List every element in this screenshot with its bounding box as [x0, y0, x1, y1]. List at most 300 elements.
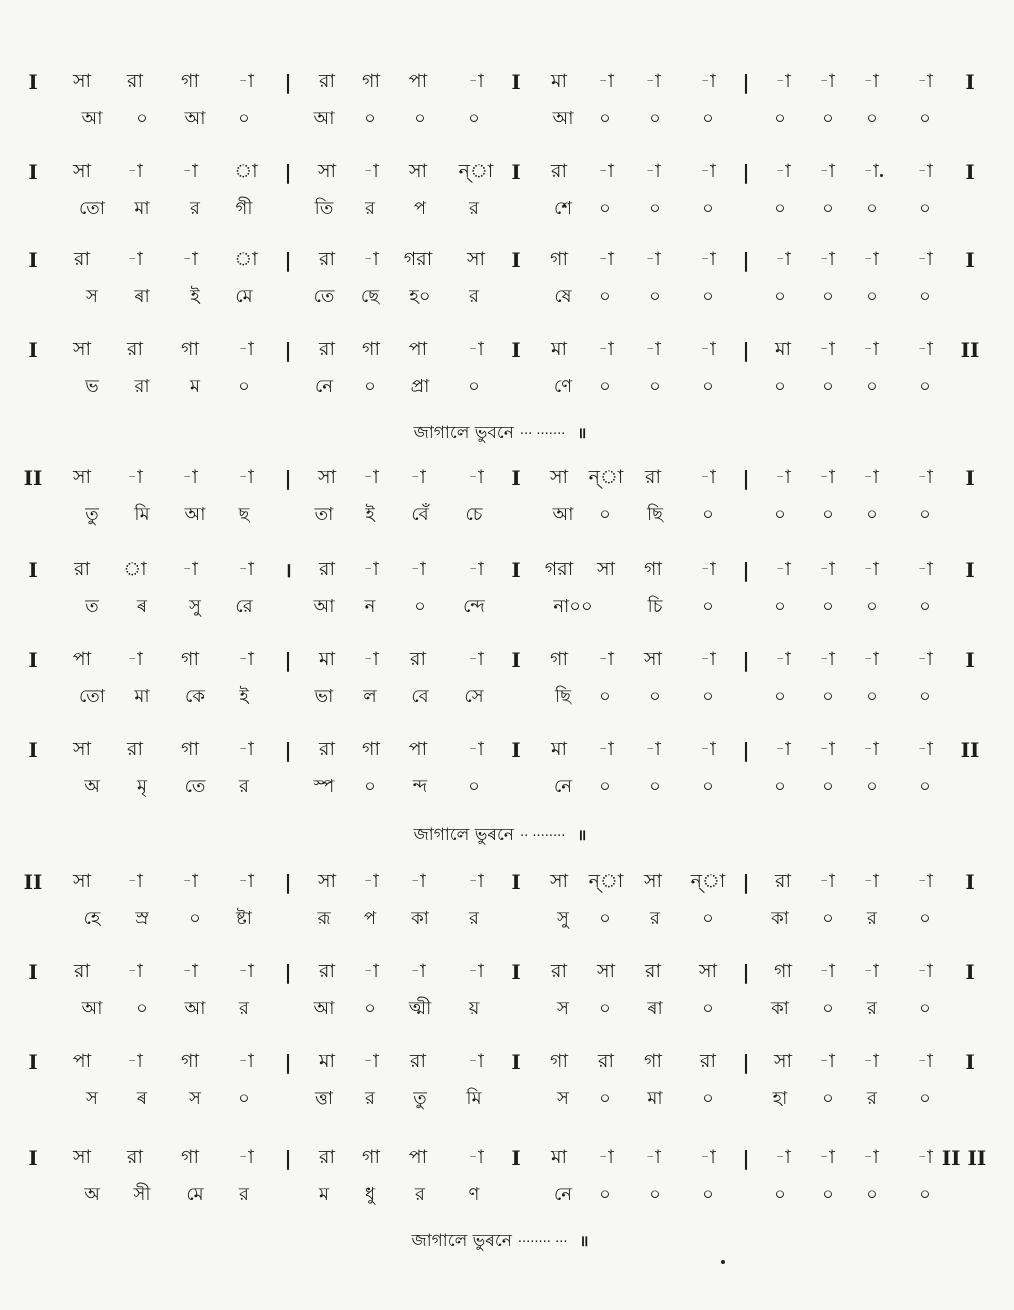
lyric-syllable: ০ — [468, 376, 480, 397]
lyric-syllable: র — [365, 1088, 375, 1109]
swara-note: -া — [819, 338, 835, 360]
swara-note: রা — [127, 338, 143, 360]
lyric-syllable: ০ — [649, 376, 661, 397]
lyric-syllable: তে — [313, 286, 335, 307]
swara-note: সা — [643, 870, 663, 892]
bar-line: | — [284, 466, 292, 490]
swara-note: -া — [917, 1146, 933, 1168]
bar-line: II — [960, 738, 980, 762]
lyric-syllable: ন্দে — [463, 596, 485, 617]
lyric-syllable: ণ — [468, 1184, 480, 1205]
swara-note: রা — [319, 558, 335, 580]
swara-note: পা — [408, 338, 428, 360]
bar-line: | — [742, 960, 750, 984]
lyric-syllable: ০ — [599, 286, 611, 307]
lyric-syllable: ৰা — [134, 286, 150, 307]
swara-note: -া — [182, 466, 198, 488]
lyric-syllable: তা — [314, 504, 334, 525]
swara-note: -া — [819, 466, 835, 488]
bar-line: I — [28, 960, 38, 984]
swara-note: -া — [468, 466, 484, 488]
swara-note: -া — [598, 248, 614, 270]
swara-note: -া — [468, 648, 484, 670]
swara-note: -া — [238, 870, 254, 892]
bar-line: | — [284, 160, 292, 184]
swara-note: সা — [72, 870, 92, 892]
lyric-syllable: র — [469, 908, 479, 929]
refrain-line — [412, 1228, 589, 1256]
lyric-syllable: ০ — [238, 376, 250, 397]
lyric-syllable: ০ — [136, 108, 148, 129]
bar-line: | — [742, 1146, 750, 1170]
lyric-syllable: ০ — [599, 108, 611, 129]
swara-note: সা — [72, 338, 92, 360]
swara-note: -া — [775, 738, 791, 760]
swara-note: -া — [238, 738, 254, 760]
swara-note: ন্া — [588, 870, 624, 892]
swara-note: -া — [819, 870, 835, 892]
swara-note: -া — [700, 338, 716, 360]
swara-note: -া — [863, 960, 879, 982]
swara-note: গা — [362, 338, 380, 360]
swara-note: -া — [645, 160, 661, 182]
lyric-syllable: হে — [83, 908, 101, 929]
lyric-syllable: ০ — [866, 376, 878, 397]
lyric-syllable: ০ — [919, 504, 931, 525]
swara-note: -া — [917, 466, 933, 488]
bar-line: | — [742, 70, 750, 94]
lyric-syllable: ই — [190, 286, 200, 307]
lyric-syllable: ০ — [702, 1184, 714, 1205]
swara-note: রা — [319, 960, 335, 982]
swara-note: -া — [775, 1146, 791, 1168]
lyric-syllable: ০ — [238, 108, 250, 129]
lyric-syllable: ০ — [919, 998, 931, 1019]
swara-note: রা — [127, 70, 143, 92]
bar-line: | — [284, 960, 292, 984]
swara-note: সা — [596, 960, 616, 982]
lyric-syllable: ০ — [649, 1184, 661, 1205]
lyric-syllable: রে — [235, 596, 253, 617]
lyric-syllable: কা — [411, 908, 429, 929]
bar-line: I — [965, 960, 975, 984]
bar-line: I — [28, 558, 38, 582]
swara-note: -া — [410, 466, 426, 488]
lyric-syllable: আ — [81, 998, 103, 1019]
bar-line: । — [284, 558, 292, 582]
swara-note: -া — [410, 960, 426, 982]
swara-note: -া — [645, 738, 661, 760]
bar-line: | — [284, 738, 292, 762]
swara-note: -া — [775, 466, 791, 488]
swara-note: -া — [917, 248, 933, 270]
swara-note: -া — [819, 648, 835, 670]
swara-note: -া — [410, 870, 426, 892]
lyric-syllable: ধু — [364, 1184, 376, 1205]
swara-note: সা — [72, 466, 92, 488]
lyric-syllable: ০ — [702, 776, 714, 797]
lyric-syllable: ০ — [599, 376, 611, 397]
swara-note: -া — [363, 248, 379, 270]
swara-note: -া — [238, 1146, 254, 1168]
lyric-syllable: ছে — [360, 286, 380, 307]
bar-line: | — [742, 738, 750, 762]
lyric-syllable: ০ — [702, 286, 714, 307]
lyric-syllable: ০ — [822, 776, 834, 797]
lyric-syllable: ম — [319, 1184, 329, 1205]
swara-note: সা — [643, 648, 663, 670]
refrain-text: জাগালে ভুবনে — [413, 423, 514, 443]
lyric-syllable: ০ — [919, 108, 931, 129]
swara-note: -া — [819, 558, 835, 580]
lyric-syllable: অ — [84, 1184, 100, 1205]
lyric-syllable: আ — [184, 108, 206, 129]
swara-note: রা — [74, 248, 90, 270]
lyric-syllable: তে — [184, 776, 206, 797]
swara-note: পা — [72, 648, 92, 670]
lyric-syllable: ০ — [822, 686, 834, 707]
lyric-syllable: ০ — [599, 1184, 611, 1205]
swara-note: গা — [362, 738, 380, 760]
bar-line: I — [511, 1050, 521, 1074]
lyric-syllable: ০ — [702, 198, 714, 219]
bar-line: II — [23, 870, 43, 894]
swara-note: -া — [917, 738, 933, 760]
swara-note: গা — [181, 338, 199, 360]
lyric-syllable: আ — [184, 504, 206, 525]
lyric-syllable: র — [190, 198, 200, 219]
lyric-syllable: ০ — [702, 108, 714, 129]
swara-note: -া — [363, 558, 379, 580]
lyric-syllable: শে — [554, 198, 572, 219]
swara-note: রা — [551, 960, 567, 982]
bar-line: | — [742, 1050, 750, 1074]
lyric-syllable: নে — [553, 1184, 573, 1205]
lyric-syllable: ০ — [866, 504, 878, 525]
swara-note: রা — [319, 738, 335, 760]
bar-line: I — [511, 648, 521, 672]
swara-note: রা — [319, 338, 335, 360]
swara-note: গা — [181, 738, 199, 760]
swara-note: ন্া — [458, 160, 494, 182]
swara-note: -া — [238, 558, 254, 580]
swara-note: গরা — [544, 558, 574, 580]
lyric-syllable: সু — [557, 908, 569, 929]
swara-note: -া — [863, 160, 879, 182]
lyric-syllable: মা — [134, 198, 150, 219]
lyric-syllable: ০ — [866, 596, 878, 617]
lyric-syllable: র — [867, 908, 877, 929]
lyric-syllable: বে — [411, 686, 429, 707]
swara-note: -া — [775, 648, 791, 670]
bar-line: | — [742, 558, 750, 582]
swara-note: সা — [773, 1050, 793, 1072]
lyric-syllable: তু — [85, 504, 99, 525]
lyric-syllable: ন — [364, 596, 376, 617]
refrain-end-mark: ॥ — [577, 826, 587, 844]
swara-note: রা — [700, 1050, 716, 1072]
swara-note: -া — [775, 70, 791, 92]
swara-note: গা — [181, 1146, 199, 1168]
lyric-syllable: ০ — [364, 998, 376, 1019]
lyric-syllable: ছি — [554, 686, 572, 707]
lyric-syllable: ০ — [822, 198, 834, 219]
lyric-syllable: তি — [314, 198, 334, 219]
bar-line: I — [965, 558, 975, 582]
refrain-dots: ·· ········ — [519, 829, 566, 844]
bar-line: | — [742, 648, 750, 672]
lyric-syllable: ০ — [468, 776, 480, 797]
swara-note: মা — [774, 338, 792, 360]
swara-note: -া — [238, 338, 254, 360]
lyric-syllable: মে — [186, 1184, 204, 1205]
bar-line: I — [965, 70, 975, 94]
swara-note: -া — [645, 248, 661, 270]
swara-note: সা — [317, 870, 337, 892]
swara-note: রা — [410, 1050, 426, 1072]
lyric-syllable: স — [86, 286, 98, 307]
lyric-syllable: ০ — [866, 286, 878, 307]
lyric-syllable: ০ — [414, 108, 426, 129]
lyric-syllable: তু — [413, 1088, 427, 1109]
swara-note: -া — [468, 558, 484, 580]
swara-note: -া — [363, 1050, 379, 1072]
bar-line: II II — [941, 1146, 987, 1170]
lyric-syllable: ০ — [702, 908, 714, 929]
swara-note: -া — [863, 738, 879, 760]
lyric-syllable: রা — [134, 376, 150, 397]
swara-note: -া — [917, 70, 933, 92]
swara-note: পা — [408, 70, 428, 92]
swara-note: -া — [917, 960, 933, 982]
lyric-syllable: আ — [552, 504, 574, 525]
bar-line: I — [511, 160, 521, 184]
swara-note: -া — [127, 648, 143, 670]
swara-note: -া — [819, 160, 835, 182]
swara-note: -া — [182, 558, 198, 580]
swara-note: -া — [863, 70, 879, 92]
lyric-syllable: তো — [78, 198, 106, 219]
bar-line: I — [511, 960, 521, 984]
swara-note: -া — [127, 960, 143, 982]
bar-line: | — [284, 248, 292, 272]
refrain-line — [414, 420, 587, 448]
refrain-end-mark: ॥ — [577, 424, 587, 442]
swara-note: -া — [182, 248, 198, 270]
refrain-line — [414, 822, 587, 850]
swara-note: -া — [598, 738, 614, 760]
swara-note: -া — [700, 648, 716, 670]
swara-note: -া — [598, 338, 614, 360]
lyric-syllable: ০ — [649, 108, 661, 129]
lyric-syllable: র — [365, 198, 375, 219]
lyric-syllable: ০ — [774, 596, 786, 617]
lyric-syllable: নে — [553, 776, 573, 797]
lyric-syllable: ০ — [649, 776, 661, 797]
swara-note: রা — [127, 1146, 143, 1168]
swara-note: -া — [127, 160, 143, 182]
swara-note: -া — [917, 338, 933, 360]
lyric-syllable: ০ — [866, 198, 878, 219]
swara-note: -া — [182, 960, 198, 982]
lyric-syllable: আ — [81, 108, 103, 129]
swara-note: -া — [238, 648, 254, 670]
swara-note: -া — [468, 70, 484, 92]
swara-note: -া — [127, 466, 143, 488]
lyric-syllable: র — [867, 1088, 877, 1109]
swara-note: -া — [863, 558, 879, 580]
bar-line: I — [28, 248, 38, 272]
swara-note: -া — [700, 738, 716, 760]
bar-line: I — [28, 338, 38, 362]
swara-note: -া — [863, 870, 879, 892]
lyric-syllable: ম — [190, 376, 200, 397]
swara-note: -া — [645, 70, 661, 92]
lyric-syllable: ষে — [554, 286, 572, 307]
lyric-syllable: ৰ — [136, 1088, 148, 1109]
bar-line: I — [28, 1050, 38, 1074]
lyric-syllable: ০ — [364, 108, 376, 129]
lyric-syllable: র — [469, 198, 479, 219]
bar-line: | — [284, 1050, 292, 1074]
swara-note: -া — [468, 1146, 484, 1168]
swara-note: -া — [863, 248, 879, 270]
lyric-syllable: মা — [647, 1088, 663, 1109]
lyric-syllable: কে — [185, 686, 205, 707]
refrain-text: জাগালে ভুৰনে — [411, 1231, 512, 1251]
bar-line: | — [284, 70, 292, 94]
lyric-syllable: ০ — [774, 108, 786, 129]
bar-line: | — [742, 248, 750, 272]
lyric-syllable: মি — [134, 504, 150, 525]
lyric-syllable: চি — [647, 596, 663, 617]
lyric-syllable: স — [557, 998, 569, 1019]
swara-note: সা — [549, 870, 569, 892]
bar-line: | — [284, 338, 292, 362]
swara-note: সা — [408, 160, 428, 182]
bar-line: I — [511, 338, 521, 362]
lyric-syllable: ০ — [919, 1184, 931, 1205]
lyric-syllable: ০ — [599, 908, 611, 929]
swara-note: সা — [317, 160, 337, 182]
lyric-syllable: ০ — [822, 908, 834, 929]
lyric-syllable: হ০ — [409, 286, 431, 307]
refrain-dots: ········ ··· — [517, 1235, 568, 1250]
swara-note: -া — [238, 960, 254, 982]
lyric-syllable: সী — [133, 1184, 151, 1205]
swara-note: -া — [363, 960, 379, 982]
swara-note: রা — [598, 1050, 614, 1072]
swara-note: -া — [700, 160, 716, 182]
swara-note: রা — [74, 960, 90, 982]
bar-line: I — [511, 466, 521, 490]
print-speck — [721, 1260, 725, 1264]
swara-note: -া — [238, 466, 254, 488]
swara-note: রা — [551, 160, 567, 182]
swara-note: -া — [819, 70, 835, 92]
lyric-syllable: রূ — [317, 908, 331, 929]
swara-note: া — [234, 248, 258, 270]
swara-note: -া — [700, 70, 716, 92]
lyric-syllable: ০ — [649, 286, 661, 307]
swara-note: -া — [775, 160, 791, 182]
lyric-syllable: অ — [84, 776, 100, 797]
lyric-syllable: ০ — [822, 286, 834, 307]
swara-note: মা — [318, 648, 336, 670]
swara-note: রা — [410, 648, 426, 670]
swara-note: -া — [863, 648, 879, 670]
swara-note: -া — [917, 558, 933, 580]
swara-note: -া — [598, 1146, 614, 1168]
lyric-syllable: তো — [78, 686, 106, 707]
lyric-syllable: ণে — [553, 376, 573, 397]
lyric-syllable: মে — [235, 286, 253, 307]
swara-note: -া — [917, 870, 933, 892]
lyric-syllable: ০ — [599, 776, 611, 797]
swara-note: গা — [550, 1050, 568, 1072]
lyric-syllable: কা — [771, 998, 789, 1019]
swara-note: -া — [700, 1146, 716, 1168]
lyric-syllable: ০ — [364, 776, 376, 797]
swara-note: গা — [550, 648, 568, 670]
lyric-syllable: ০ — [774, 504, 786, 525]
lyric-syllable: ছ — [238, 504, 250, 525]
lyric-syllable: ই — [239, 686, 249, 707]
swara-note: -া — [127, 248, 143, 270]
swara-note: সা — [317, 466, 337, 488]
lyric-syllable: ০ — [919, 776, 931, 797]
lyric-syllable: ০ — [702, 686, 714, 707]
swara-note: সা — [549, 466, 569, 488]
swara-note: পা — [408, 738, 428, 760]
lyric-syllable: ০ — [702, 998, 714, 1019]
refrain-text: জাগালে ভুৰনে — [413, 825, 514, 845]
swara-note: -া — [863, 1050, 879, 1072]
lyric-syllable: ০ — [599, 198, 611, 219]
lyric-syllable: ০ — [919, 686, 931, 707]
bar-line: I — [511, 738, 521, 762]
lyric-syllable: ০ — [364, 376, 376, 397]
lyric-syllable: র — [239, 776, 249, 797]
bar-line: I — [965, 160, 975, 184]
lyric-syllable: মৃ — [137, 776, 147, 797]
swara-note: রা — [74, 558, 90, 580]
lyric-syllable: ০ — [822, 376, 834, 397]
swara-note: -া — [127, 870, 143, 892]
lyric-syllable: ই — [365, 504, 375, 525]
lyric-syllable: ০ — [774, 376, 786, 397]
lyric-syllable: সু — [189, 596, 201, 617]
lyric-syllable: ০ — [866, 108, 878, 129]
lyric-syllable: ০ — [919, 596, 931, 617]
lyric-syllable: না০০ — [553, 596, 593, 617]
lyric-syllable: ০ — [774, 286, 786, 307]
swara-note: রা — [319, 70, 335, 92]
swara-note: গা — [644, 1050, 662, 1072]
swara-note: গা — [181, 70, 199, 92]
lyric-syllable: বেঁ — [411, 504, 429, 525]
bar-line: | — [284, 648, 292, 672]
swara-note: রা — [319, 1146, 335, 1168]
lyric-syllable: ৰা — [647, 998, 663, 1019]
swara-note: সা — [72, 1146, 92, 1168]
swara-note: পা — [408, 1146, 428, 1168]
swara-note: গা — [774, 960, 792, 982]
bar-line: I — [28, 160, 38, 184]
swara-note: মা — [550, 738, 568, 760]
swara-note: -া — [863, 466, 879, 488]
lyric-syllable: চে — [465, 504, 483, 525]
